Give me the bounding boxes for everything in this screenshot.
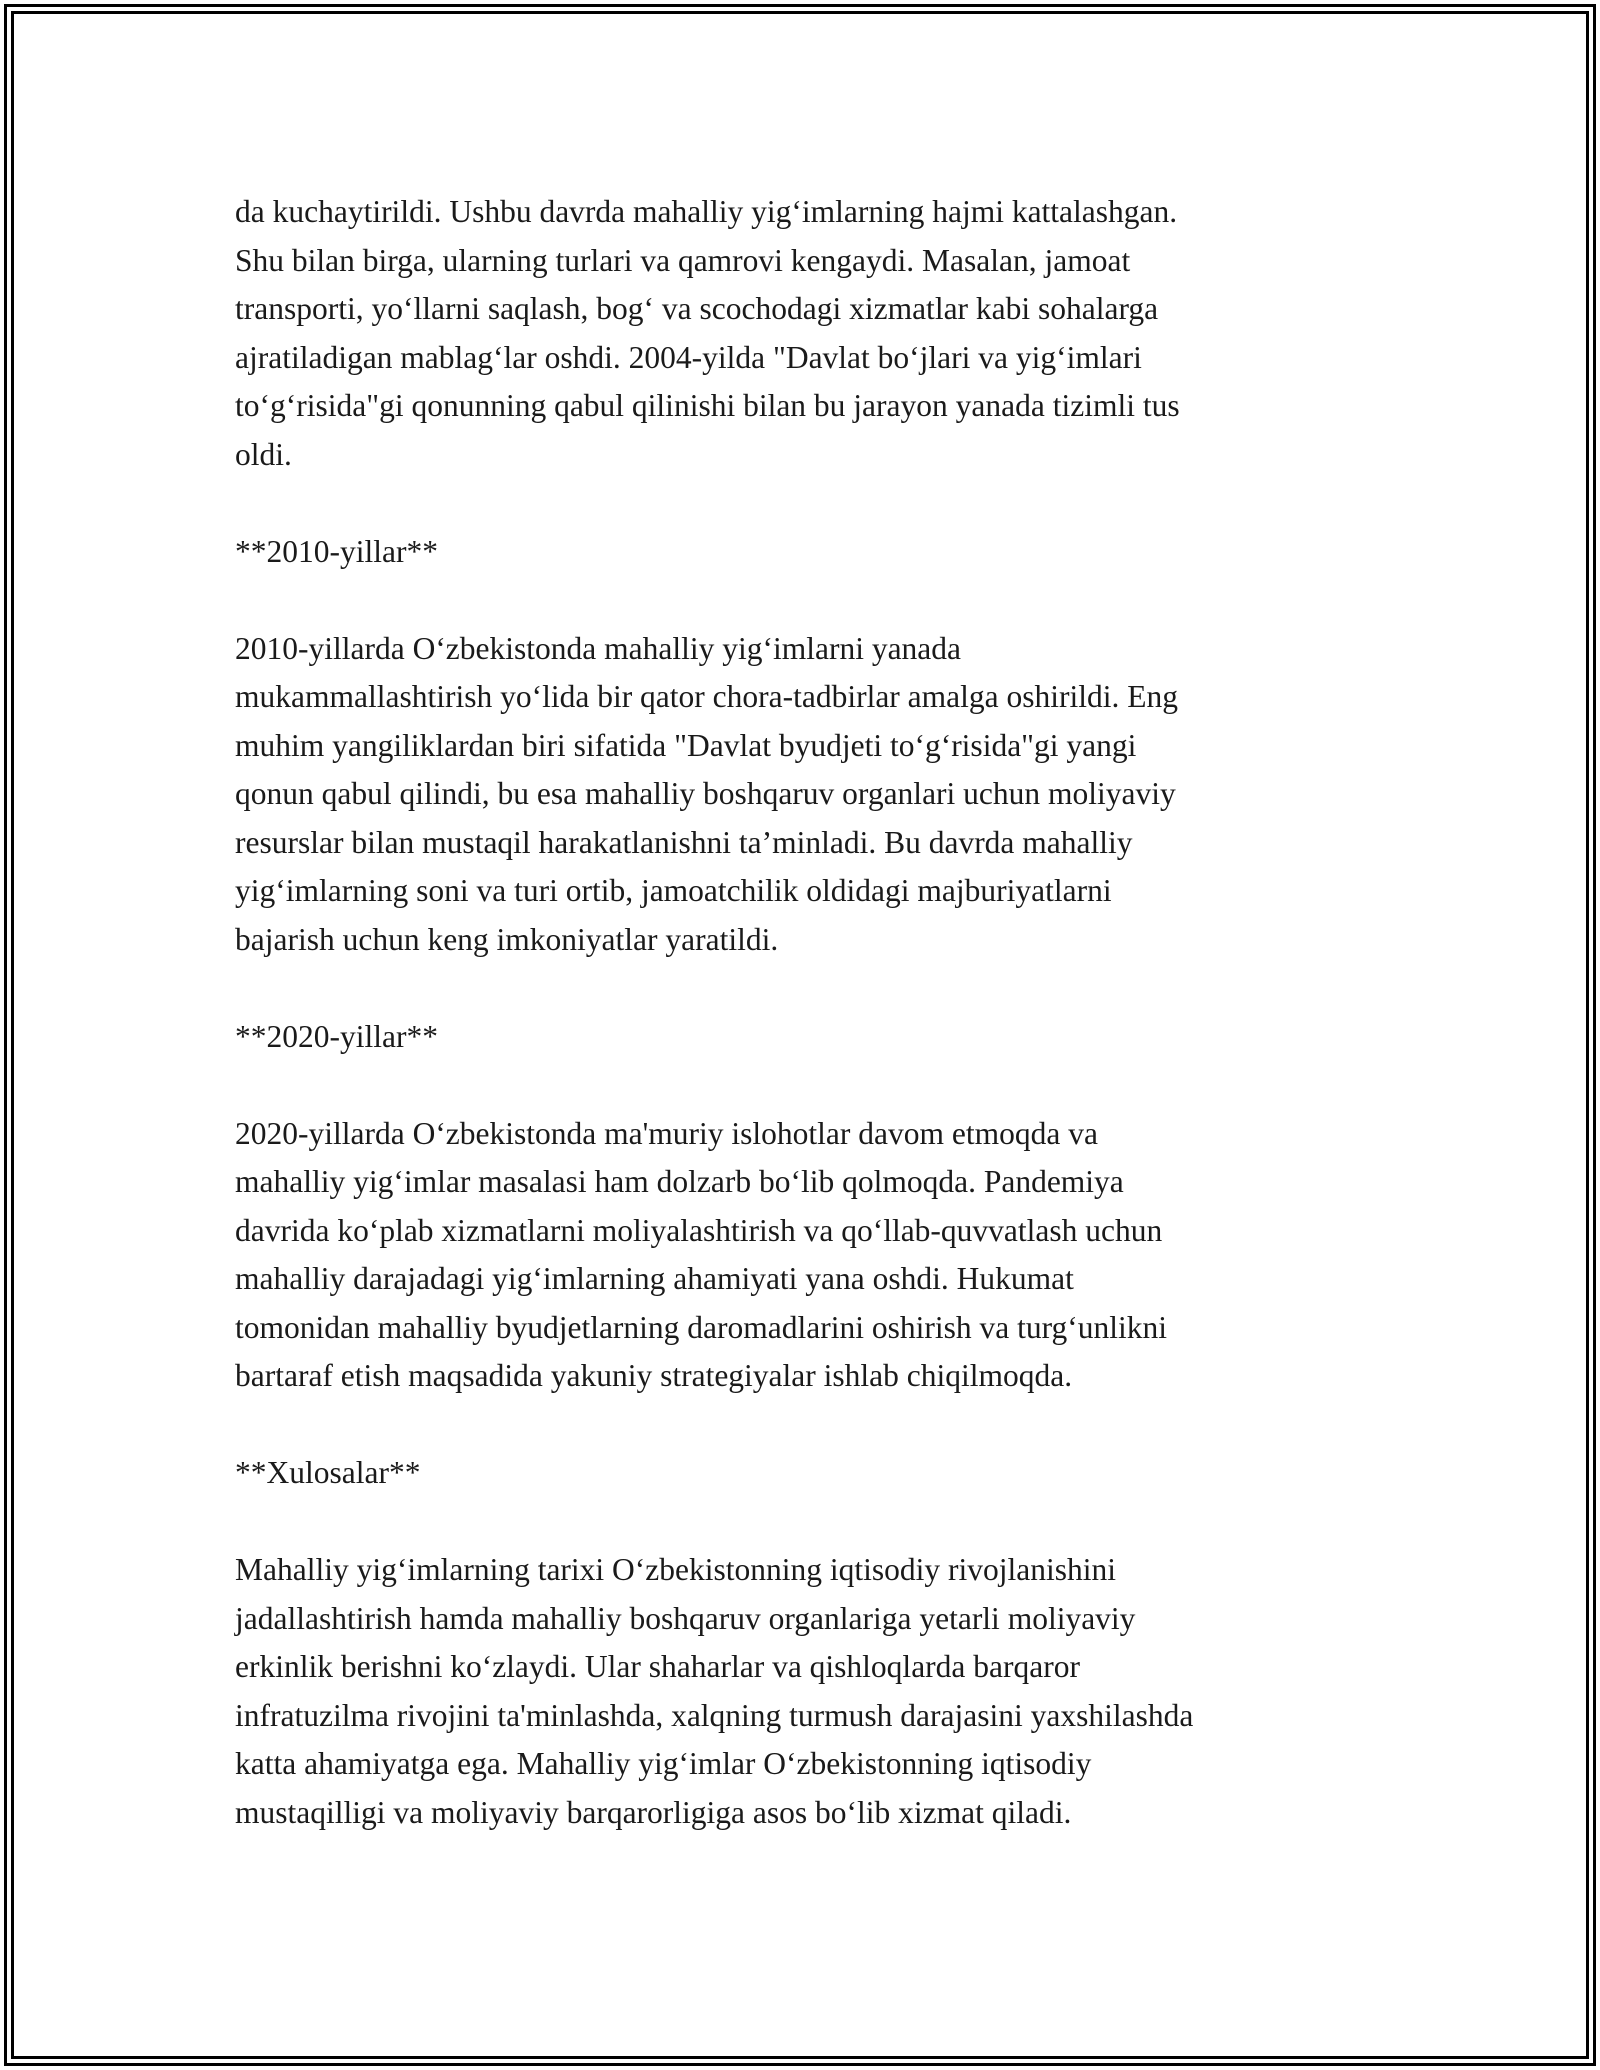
- text-line: mustaqilligi va moliyaviy barqarorligiga asos bo‘lib xizmat qiladi.: [235, 1794, 1072, 1830]
- paragraph-conclusions: [235, 1546, 1375, 1837]
- heading-line: **2010-yillar**: [235, 533, 438, 569]
- text-line: to‘g‘risida"gi qonunning qabul qilinishi bilan bu jarayon yanada tizimli tus: [235, 388, 1180, 423]
- text-line: mahalliy darajadagi yig‘imlarning ahamiyati yana oshdi. Hukumat: [235, 1261, 1074, 1296]
- heading-line: **2020-yillar**: [235, 1018, 438, 1054]
- paragraph-intro: [235, 188, 1375, 479]
- section-heading-2020: [235, 1013, 1375, 1062]
- text-line: ajratiladigan mablag‘lar oshdi. 2004-yilda "Davlat bo‘jlari va yig‘imlari: [235, 339, 1142, 375]
- heading-line: **Xulosalar**: [235, 1455, 421, 1490]
- paragraph-2020: [235, 1110, 1375, 1401]
- text-line: da kuchaytirildi. Ushbu davrda mahalliy yig‘imlarning hajmi kattalashgan.: [235, 194, 1178, 229]
- text-line: mukammallashtirish yo‘lida bir qator chora-tadbirlar amalga oshirildi. Eng: [235, 679, 1178, 714]
- text-line: Shu bilan birga, ularning turlari va qamrovi kengaydi. Masalan, jamoat: [235, 242, 1131, 278]
- text-line: davrida ko‘plab xizmatlarni moliyalashtirish va qo‘llab-quvvatlash uchun: [235, 1212, 1163, 1248]
- text-line: qonun qabul qilindi, bu esa mahalliy boshqaruv organlari uchun moliyaviy: [235, 776, 1176, 811]
- text-line: mahalliy yig‘imlar masalasi ham dolzarb bo‘lib qolmoqda. Pandemiya: [235, 1164, 1124, 1199]
- text-line: bartaraf etish maqsadida yakuniy strategiyalar ishlab chiqilmoqda.: [235, 1358, 1073, 1393]
- text-line: muhim yangiliklardan biri sifatida "Davlat byudjeti to‘g‘risida"gi yangi: [235, 727, 1137, 763]
- paragraph-2010: [235, 625, 1375, 965]
- text-line: tomonidan mahalliy byudjetlarning daromadlarini oshirish va turg‘unlikni: [235, 1309, 1168, 1345]
- text-line: 2020-yillarda O‘zbekistonda ma'muriy islohotlar davom etmoqda va: [235, 1115, 1098, 1151]
- text-line: resurslar bilan mustaqil harakatlanishni ta’minladi. Bu davrda mahalliy: [235, 824, 1133, 860]
- text-line: transporti, yo‘llarni saqlash, bog‘ va scochodagi xizmatlar kabi sohalarga: [235, 291, 1159, 326]
- document-body: [235, 188, 1375, 1886]
- section-heading-conclusions: [235, 1449, 1375, 1498]
- text-line: bajarish uchun keng imkoniyatlar yaratildi.: [235, 921, 779, 957]
- text-line: yig‘imlarning soni va turi ortib, jamoatchilik oldidagi majburiyatlarni: [235, 873, 1112, 908]
- text-line: Mahalliy yig‘imlarning tarixi O‘zbekistonning iqtisodiy rivojlanishini: [235, 1552, 1117, 1587]
- text-line: katta ahamiyatga ega. Mahalliy yig‘imlar O‘zbekistonning iqtisodiy: [235, 1746, 1092, 1781]
- section-heading-2010: [235, 528, 1375, 577]
- text-line: erkinlik berishni ko‘zlaydi. Ular shaharlar va qishloqlarda barqaror: [235, 1649, 1080, 1684]
- text-line: jadallashtirish hamda mahalliy boshqaruv organlariga yetarli moliyaviy: [235, 1600, 1136, 1636]
- text-line: infratuzilma rivojini ta'minlashda, xalqning turmush darajasini yaxshilashda: [235, 1697, 1194, 1733]
- text-line: 2010-yillarda O‘zbekistonda mahalliy yig‘imlarni yanada: [235, 630, 962, 666]
- text-line: oldi.: [235, 436, 292, 472]
